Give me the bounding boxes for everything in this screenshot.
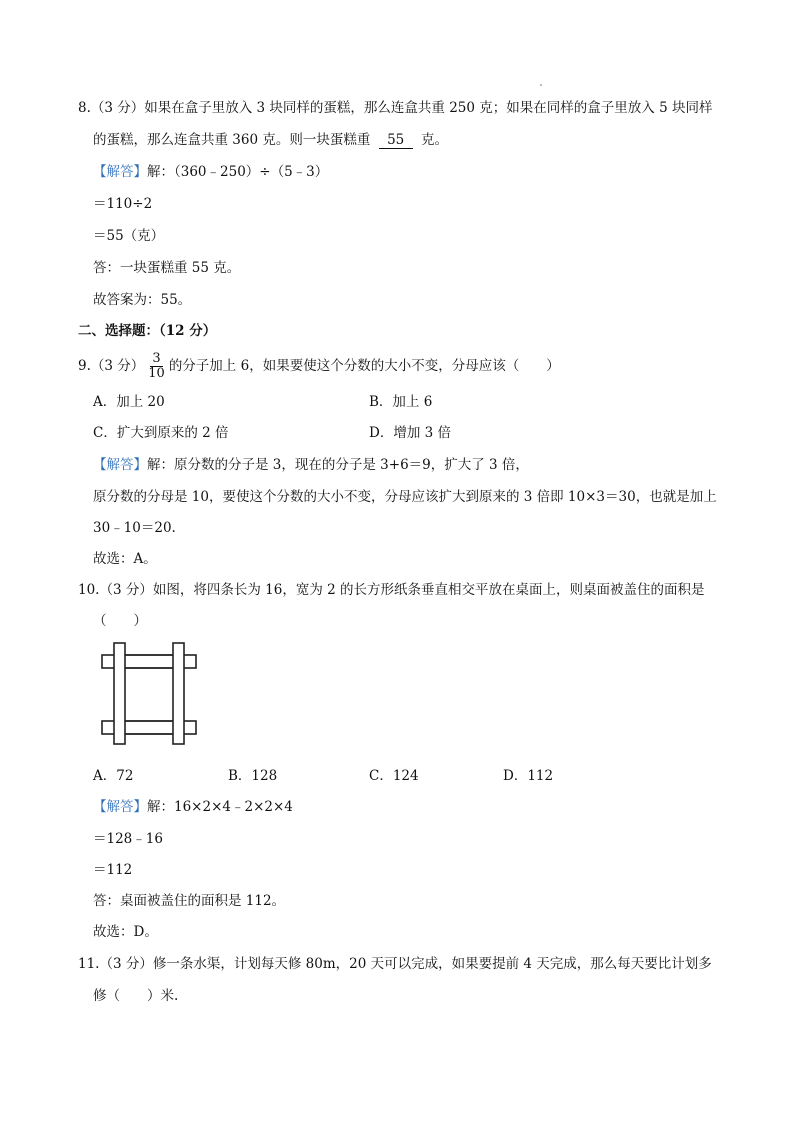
q8-solution-line1 — [93, 162, 328, 182]
q9-fraction — [146, 352, 167, 381]
q8-solution-line3: ＝55（克） — [93, 228, 165, 244]
q8-line2-pre: 的蛋糕，那么连盒共重 360 克。则一块蛋糕重 — [93, 132, 371, 148]
scan-dot — [540, 84, 542, 86]
q9-fraction-denominator: 10 — [148, 366, 165, 381]
q11-line2: 修（ ）米. — [93, 988, 179, 1004]
q8-solution-line4: 答：一块蛋糕重 55 克。 — [93, 260, 241, 276]
q10-option-a: A．72 — [93, 768, 134, 784]
q10-solution-text1: 解：16×2×4﹣2×2×4 — [147, 799, 293, 815]
q8-solution-line5: 故答案为：55。 — [93, 292, 192, 308]
q10-solution-line1 — [93, 797, 293, 817]
q8-line1: 8.（3 分）如果在盒子里放入 3 块同样的蛋糕，那么连盒共重 250 克；如果在同样的盒子里放入 5 块同样 — [78, 100, 713, 116]
section-heading: 二、选择题：（12 分） — [78, 323, 217, 339]
q9-solution-line1 — [93, 455, 529, 475]
q9-fraction-numerator: 3 — [152, 351, 161, 366]
solution-tag: 【解答】 — [93, 457, 147, 473]
q9-option-c: C．扩大到原来的 2 倍 — [93, 425, 229, 441]
q9-solution-line2: 原分数的分母是 10，要使这个分数的大小不变，分母应该扩大到原来的 3 倍即 10×3＝30，也就是加上 — [93, 489, 717, 505]
q9-solution-line4: 故选：A。 — [93, 551, 157, 567]
solution-tag: 【解答】 — [93, 799, 147, 815]
q10-strips-figure — [100, 641, 200, 747]
q10-line1: 10.（3 分）如图，将四条长为 16，宽为 2 的长方形纸条垂直相交平放在桌面上，则桌面被盖住的面积是 — [78, 582, 705, 598]
q9-prefix: 9.（3 分） — [78, 358, 145, 374]
q10-option-c: C．124 — [369, 768, 419, 784]
q8-solution-line2: ＝110÷2 — [93, 196, 153, 212]
q10-line2: （ ） — [93, 613, 147, 629]
q10-solution-line3: ＝112 — [93, 862, 133, 878]
solution-tag: 【解答】 — [93, 164, 147, 180]
vertical-strip-right — [173, 643, 184, 744]
q8-solution-text1: 解：（360﹣250）÷（5﹣3） — [147, 164, 329, 180]
q9-option-a: A．加上 20 — [93, 394, 165, 410]
q10-solution-line5: 故选：D。 — [93, 924, 158, 940]
q8-line2 — [93, 130, 448, 150]
q9-text: 的分子加上 6，如果要使这个分数的大小不变，分母应该（ ） — [168, 358, 560, 374]
q8-line2-post: 克。 — [420, 132, 448, 148]
vertical-strip-left — [114, 643, 125, 744]
q8-answer-blank: 55 — [379, 132, 413, 149]
q9-option-d: D．增加 3 倍 — [369, 425, 451, 441]
q9-line1 — [78, 352, 560, 381]
q9-solution-line3: 30﹣10＝20. — [93, 520, 176, 536]
q10-solution-line4: 答：桌面被盖住的面积是 112。 — [93, 893, 286, 909]
q10-option-d: D．112 — [503, 768, 554, 784]
q9-solution-text1: 解：原分数的分子是 3，现在的分子是 3+6＝9，扩大了 3 倍， — [147, 457, 529, 473]
q11-line1: 11.（3 分）修一条水渠，计划每天修 80m，20 天可以完成，如果要提前 4 天完成，那么每天要比计划多 — [78, 956, 712, 972]
q9-option-b: B．加上 6 — [369, 394, 433, 410]
q10-option-b: B．128 — [228, 768, 278, 784]
q10-solution-line2: ＝128﹣16 — [93, 831, 163, 847]
